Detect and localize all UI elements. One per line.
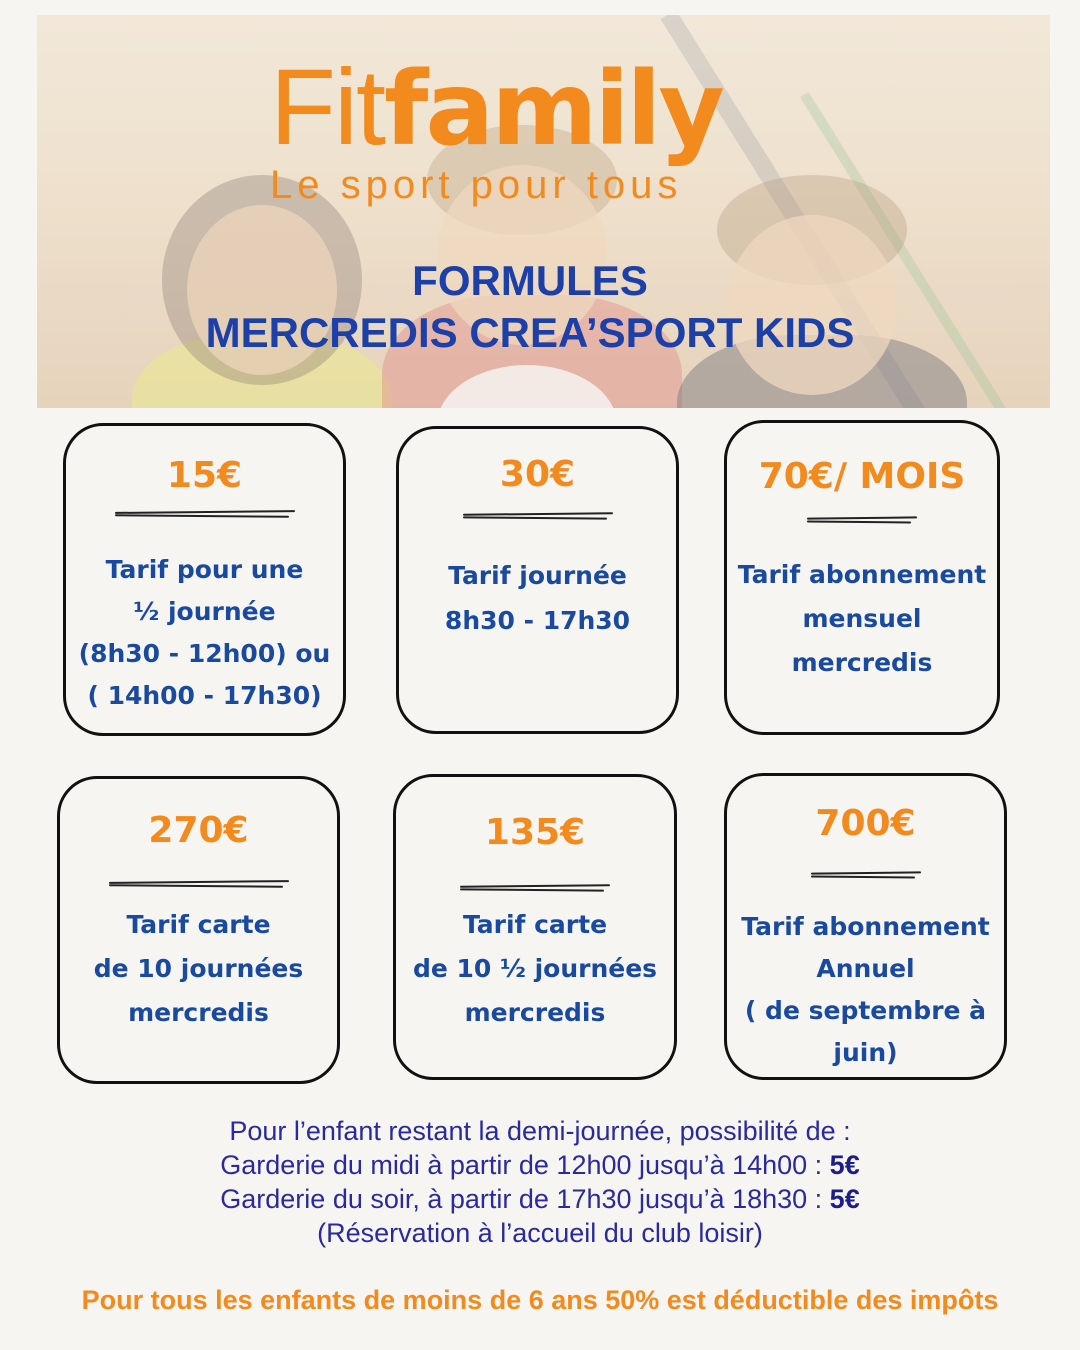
pricing-card-10-half-days [393,774,677,1080]
card-line: 8h30 - 17h30 [444,606,631,635]
info-text: Garderie du soir, à partir de 17h30 jusqu’à 18h30 : [220,1184,830,1214]
card-line: de 10 journées [93,954,304,983]
pricing-card-annual [724,773,1007,1080]
card-divider [807,515,917,525]
info-price: 5€ [829,1184,860,1214]
card-line: ½ journée [133,597,276,626]
card-price: 70€/ MOIS [758,456,966,497]
pricing-card-10-days [57,776,340,1084]
info-price: 5€ [829,1150,860,1180]
card-price: 270€ [148,810,249,851]
childcare-info [100,1114,980,1250]
card-line: juin) [833,1038,898,1067]
logo-fit: Fit [270,46,384,167]
card-line: Tarif pour une [105,555,304,584]
card-price: 135€ [484,812,586,853]
card-line: mercredis [791,648,933,677]
card-line: mensuel [802,604,922,633]
card-price: 30€ [499,454,576,495]
card-description [66,903,331,1035]
card-line: Tarif abonnement [741,912,990,941]
pricing-card-half-day [63,423,346,736]
card-line: (8h30 - 12h00) ou [78,639,331,668]
card-line: Annuel [816,954,915,983]
card-description [405,553,670,643]
card-line: ( de septembre à [744,996,987,1025]
info-line: Pour l’enfant restant la demi-journée, possibilité de : [229,1116,851,1146]
card-line: mercredis [464,998,606,1027]
card-price: 700€ [815,803,916,844]
card-divider [460,883,610,893]
card-divider [463,511,613,521]
brand-tagline: Le sport pour tous [270,163,683,207]
info-line [100,1182,980,1216]
tax-deduction-note: Pour tous les enfants de moins de 6 ans 50% est déductible des impôts [81,1285,999,1315]
card-divider [811,870,921,880]
pricing-card-monthly [724,420,1000,735]
card-line: Tarif journée [448,561,627,590]
page-title [130,255,930,359]
card-description [729,553,995,685]
title-line-1: FORMULES [412,257,648,304]
card-line: mercredis [128,998,269,1027]
info-text: Garderie du midi à partir de 12h00 jusqu’à 14h00 : [220,1150,830,1180]
card-description [72,549,337,717]
card-line: de 10 ½ journées [412,954,658,983]
info-line [100,1148,980,1182]
title-line-2: MERCREDIS CREA’SPORT KIDS [205,309,855,356]
card-description [402,903,668,1035]
card-divider [109,879,289,889]
card-price: 15€ [166,455,243,496]
card-divider [115,509,295,519]
card-line: Tarif carte [462,910,608,939]
brand-logo [270,46,830,169]
logo-family: family [383,50,722,169]
card-line: Tarif abonnement [737,560,987,589]
card-line: Tarif carte [126,910,271,939]
pricing-card-day [396,426,679,734]
card-description [733,906,998,1074]
card-line: ( 14h00 - 17h30) [87,681,322,710]
info-line: (Réservation à l’accueil du club loisir) [317,1218,763,1248]
